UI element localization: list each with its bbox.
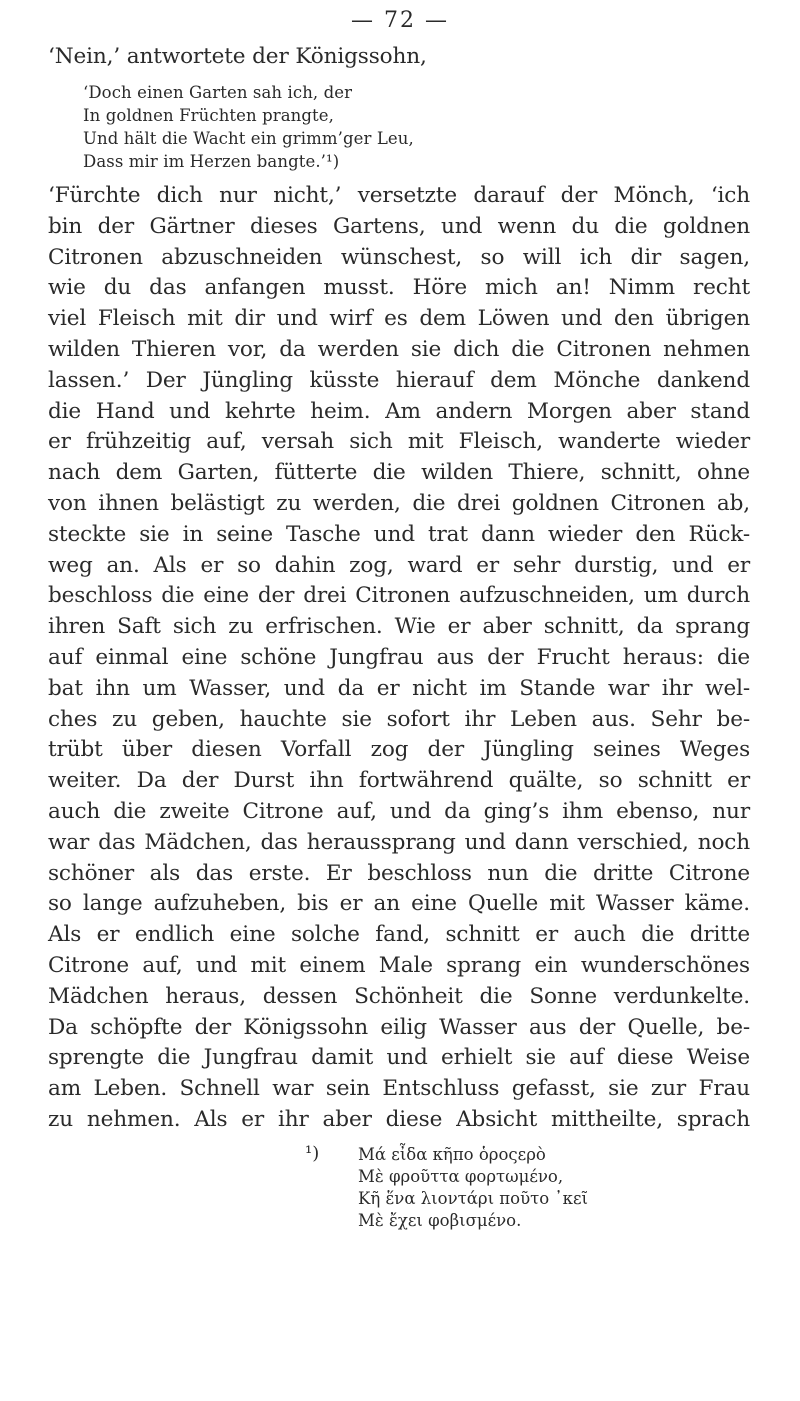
verse-line: ‘Doch einen Garten sah ich, der [83, 83, 353, 102]
footnote-marker: ¹) [305, 1143, 320, 1164]
body-line: steckte sie in seine Tasche und trat dann wieder den Rück- [48, 521, 750, 547]
body-line: zu nehmen. Als er ihr aber diese Absicht mittheilte, sprach [48, 1107, 750, 1132]
body-line: am Leben. Schnell war sein Entschluss gefasst, sie zur Frau [48, 1076, 750, 1102]
page-number: — 72 — [351, 8, 449, 33]
body-line: auf einmal eine schöne Jungfrau aus der Frucht heraus: die [48, 645, 750, 670]
body-line: Da schöpfte der Königssohn eilig Wasser aus der Quelle, be- [48, 1014, 750, 1040]
body-line: lassen.’ Der Jüngling küsste hierauf dem Mönche dankend [48, 367, 750, 393]
body-line: er frühzeitig auf, versah sich mit Fleisch, wanderte wieder [48, 429, 750, 455]
body-line: sprengte die Jungfrau damit und erhielt sie auf diese Weise [48, 1045, 750, 1071]
body-line: weiter. Da der Durst ihn fortwährend quälte, so schnitt er [48, 768, 750, 794]
footnote-line: Μὲ φροῦττα φορτωμένο, [358, 1167, 564, 1186]
verse-line: Dass mir im Herzen bangte.’¹) [83, 152, 340, 171]
body-line: schöner als das erste. Er beschloss nun die dritte Citrone [48, 860, 750, 886]
body-line: weg an. Als er so dahin zog, ward er sehr durstig, und er [48, 552, 750, 578]
body-line: trübt über diesen Vorfall zog der Jüngling seines Weges [48, 737, 750, 763]
body-line: so lange aufzuheben, bis er an eine Quelle mit Wasser käme. [48, 891, 750, 917]
footnote-line: Μὲ ἔχει φοβισμένο. [358, 1211, 522, 1230]
body-line: von ihnen belästigt zu werden, die drei goldnen Citronen ab, [48, 491, 750, 516]
body-line: ihren Saft sich zu erfrischen. Wie er aber schnitt, da sprang [48, 614, 750, 640]
body-line: Citrone auf, und mit einem Male sprang ein wunderschönes [48, 953, 750, 978]
body-line: die Hand und kehrte heim. Am andern Morgen aber stand [48, 398, 750, 424]
body-line: beschloss die eine der drei Citronen aufzuschneiden, um durch [48, 583, 750, 609]
footnote-line: Μά εἶδα κῆπο ὁροςερὸ [358, 1145, 546, 1164]
verse-line: In goldnen Früchten prangte, [83, 106, 335, 125]
body-line: bat ihn um Wasser, und da er nicht im Stande war ihr wel- [48, 675, 750, 701]
body-line: nach dem Garten, fütterte die wilden Thiere, schnitt, ohne [48, 460, 750, 486]
body-line: war das Mädchen, das heraussprang und dann verschied, noch [48, 829, 750, 855]
body-line: auch die zweite Citrone auf, und da ging’s ihm ebenso, nur [48, 799, 750, 824]
body-line: wilden Thieren vor, da werden sie dich die Citronen nehmen [48, 337, 750, 362]
body-line: ‘Fürchte dich nur nicht,’ versetzte darauf der Mönch, ‘ich [48, 183, 750, 208]
body-line: Citronen abzuschneiden wünschest, so will ich dir sagen, [48, 244, 750, 270]
verse-line: Und hält die Wacht ein grimm’ger Leu, [83, 129, 414, 148]
body-line: bin der Gärtner dieses Gartens, und wenn du die goldnen [48, 213, 750, 239]
body-line: wie du das anfangen musst. Höre mich an! Nimm recht [48, 275, 750, 301]
body-line: viel Fleisch mit dir und wirf es dem Löwen und den übrigen [48, 306, 750, 332]
body-line: Als er endlich eine solche fand, schnitt er auch die dritte [48, 922, 750, 948]
opening-line: ‘Nein,’ antwortete der Königssohn, [48, 44, 427, 69]
body-line: ches zu geben, hauchte sie sofort ihr Leben aus. Sehr be- [48, 706, 750, 732]
footnote-line: Κῆ ἕνα λιοντάρι ποῦτο ᾽κεῖ [358, 1189, 589, 1208]
body-line: Mädchen heraus, dessen Schönheit die Sonne verdunkelte. [48, 983, 750, 1009]
